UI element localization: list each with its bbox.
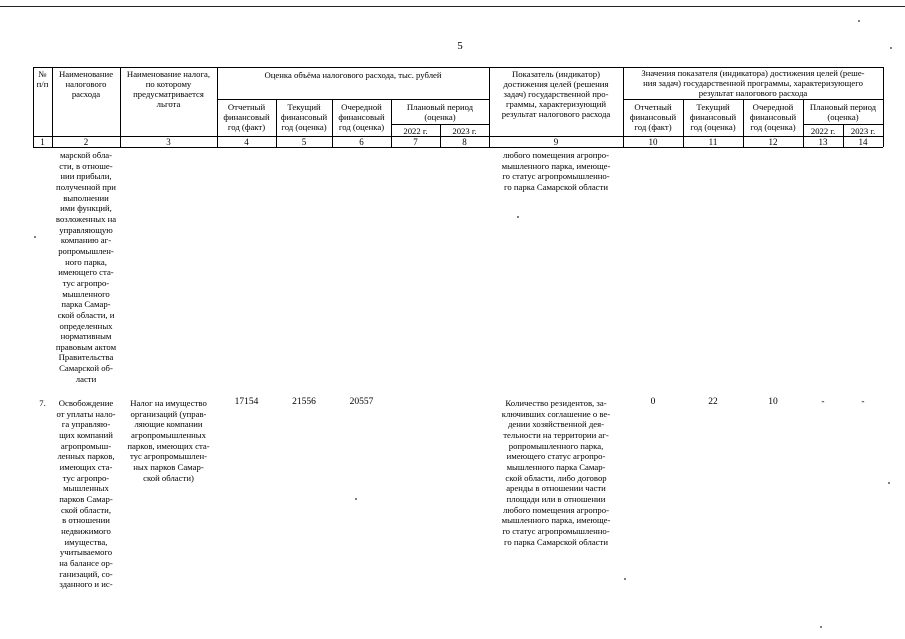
col-number: 14 (858, 137, 868, 147)
header-plan-period-2: Плановый период (оценка) (809, 102, 877, 122)
header-indicator: Показатель (индикатор) достижения целей (решения задач) государственной про- граммы, характеризующий результат налогового расхода (501, 69, 611, 119)
page-number: 5 (457, 40, 463, 52)
col-number: 8 (462, 137, 467, 147)
row-number: 7. (39, 398, 46, 408)
value-current-year: 21556 (292, 397, 316, 407)
continued-indicator: любого помещения агропро- мышленного парка, имеюще- го статус агропромышленно- го парка Самарской области (501, 150, 611, 192)
col-number: 5 (301, 137, 307, 147)
header-plan-period: Плановый период (оценка) (406, 102, 474, 122)
header-tax: Наименование налога, по которому предусматривается льгота (126, 69, 211, 109)
scan-speck (624, 578, 626, 580)
scan-speck (888, 482, 890, 484)
header-name: Наименование налогового расхода (58, 69, 114, 99)
header-next-year: Очередной финансовый год (оценка) (338, 102, 385, 132)
header-next-year-2: Очередной финансовый год (оценка) (749, 102, 797, 132)
scan-speck (890, 47, 892, 49)
header-current-year: Текущий финансовый год (оценка) (280, 102, 328, 132)
row-benefit-name: Освобождение от уплаты нало- га управляю- щих компаний агропромыш- ленных парков, имеющих ста- тус агропро- мышленных парков Самар- ской области, в отношении недвижимого имущества, учитываемого на балансе ор- ганизаций, со- зданного и ис- (56, 398, 116, 590)
indicator-report-year: 0 (650, 397, 656, 407)
scan-speck (858, 20, 860, 22)
col-number: 9 (553, 137, 559, 147)
row-indicator: Количество резидентов, за- ключивших соглашение о ве- дении хозяйственной дея- тельности на территории аг- ропромышленного парка, имеющего статус агропро- мышленного парка Самар- ской области, либо договор аренды в отношении части площади или в отношении любого помещения агропро- мышленного парка, имеюще- го статус агропромышленно- го парка Самарской области (501, 398, 611, 547)
indicator-current-year: 22 (708, 397, 718, 407)
col-number: 1 (40, 137, 45, 147)
scan-speck (34, 236, 36, 238)
scan-speck (820, 626, 822, 628)
col-number: 11 (708, 137, 718, 147)
header-estimate-group: Оценка объёма налогового расхода, тыс. рублей (264, 70, 442, 80)
value-next-year: 20557 (349, 397, 374, 407)
value-report-year: 17154 (234, 397, 259, 407)
indicator-2022: - (821, 397, 825, 407)
header-n: № п/п (36, 69, 49, 89)
col-number: 13 (818, 137, 828, 147)
col-number: 10 (648, 137, 658, 147)
row-tax-name: Налог на имущество организаций (управ- ляющие компании агропромышленных парков, имеющих ста- тус агропромышлен- ных парков Самар- ской области) (127, 398, 210, 483)
indicator-next-year: 10 (768, 397, 778, 407)
col-number: 2 (83, 137, 89, 147)
page-top-border (0, 6, 905, 7)
header-2023-b: 2023 г. (850, 126, 876, 136)
scan-speck (517, 216, 519, 218)
header-2022: 2022 г. (403, 126, 428, 136)
continued-benefit-name: марской обла- сти, в отноше- нии прибыли, полученной при выполнении ими функций, возложенных на управляющую компанию аг- ропромышлен- ного парка, имеющего ста- тус агропро- мышленного парка Самар- ской области, и определенных нормативным правовым актом Правительства Самарской об- ласти (55, 150, 117, 384)
col-number: 12 (768, 137, 778, 147)
col-number: 7 (413, 137, 418, 147)
col-number: 6 (359, 137, 364, 147)
header-report-year-2: Отчетный финансовый год (факт) (629, 102, 677, 132)
col-number: 4 (244, 137, 249, 147)
header-values-group: Значения показателя (индикатора) достижения целей (реше- ния задач) государственной программы, характеризующего результат налогового расхода (641, 68, 865, 98)
header-current-year-2: Текущий финансовый год (оценка) (689, 102, 737, 132)
indicator-2023: - (861, 397, 865, 407)
header-2022-b: 2022 г. (810, 126, 836, 136)
header-report-year: Отчетный финансовый год (факт) (223, 102, 270, 132)
scan-speck (355, 498, 357, 500)
header-2023: 2023 г. (452, 126, 477, 136)
col-number: 3 (166, 137, 171, 147)
